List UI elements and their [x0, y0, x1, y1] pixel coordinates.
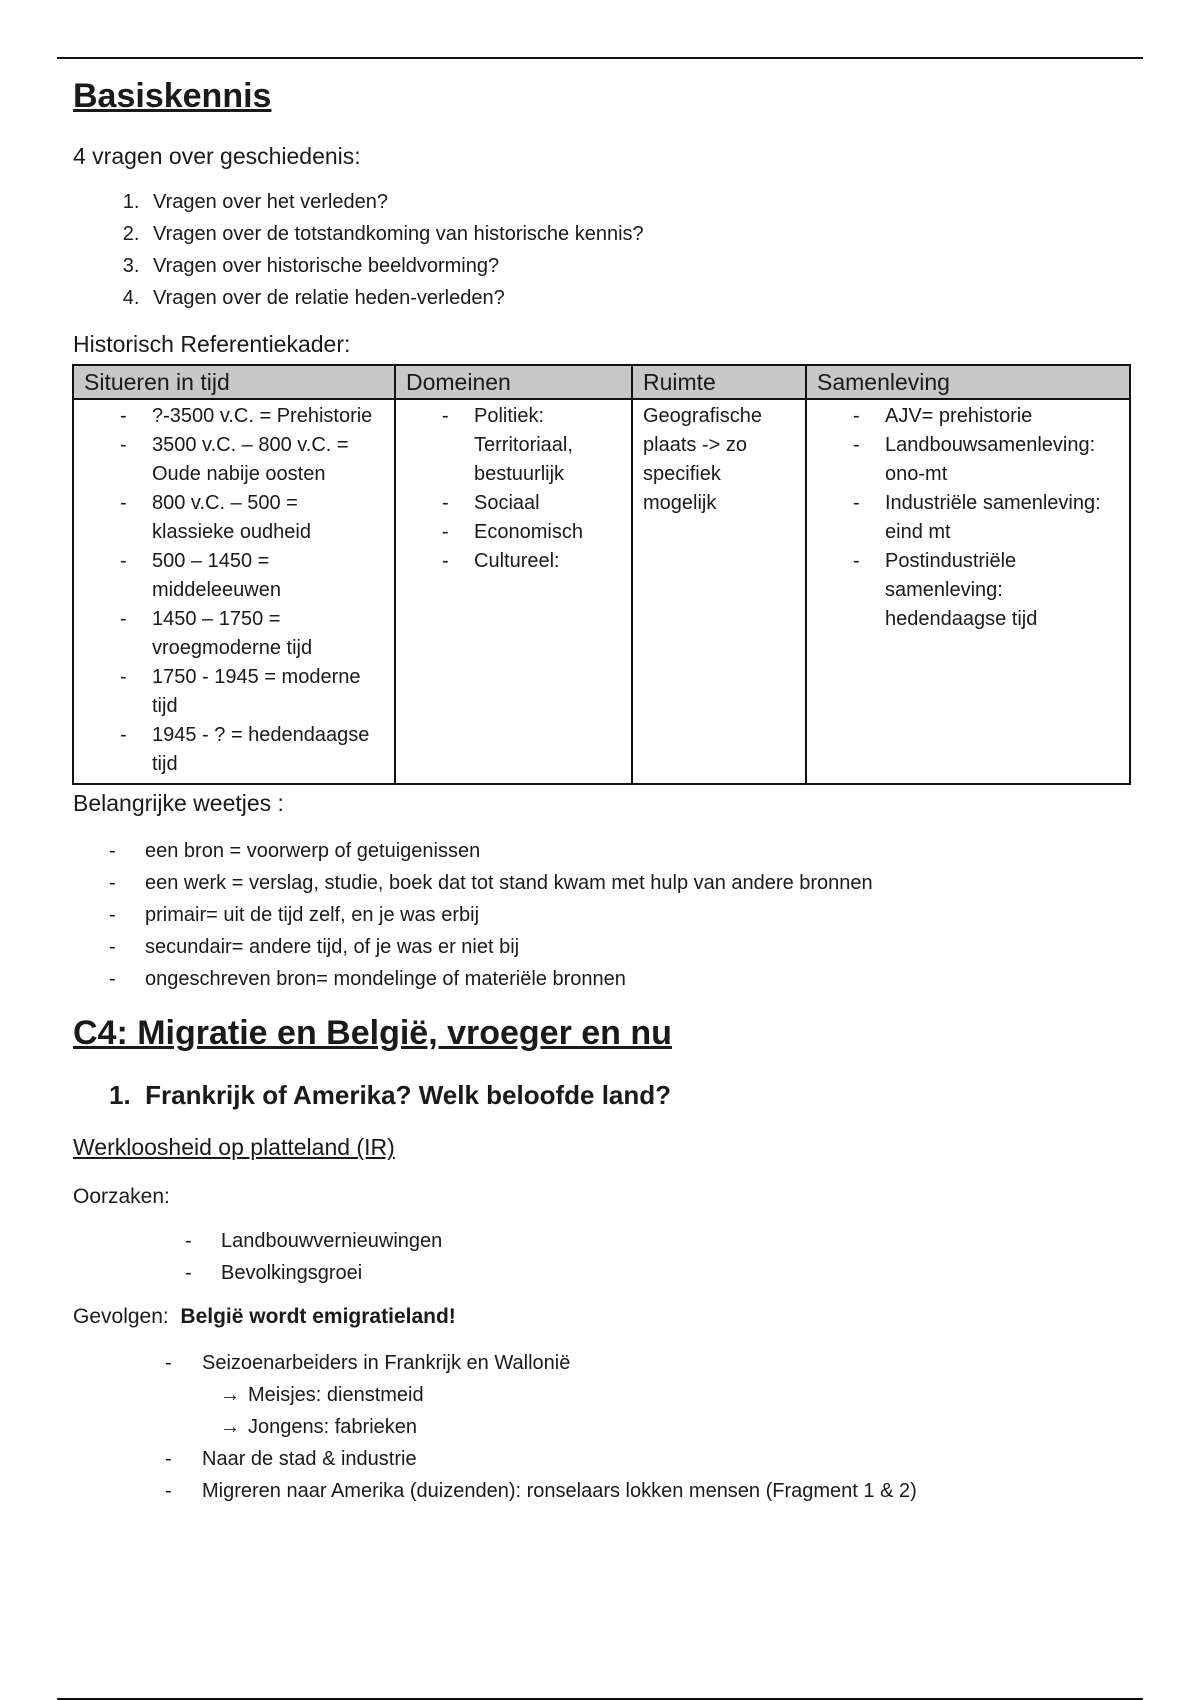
tijd-item: - 800 v.C. – 500 = klassieke oudheid [84, 489, 384, 547]
arrow-item: → Meisjes: dienstmeid [202, 1379, 1143, 1411]
samenleving-item: - Postindustriële samenleving: hedendaagse tijd [817, 547, 1119, 634]
weetje-item: - een werk = verslag, studie, boek dat tot stand kwam met hulp van andere bronnen [73, 867, 1143, 899]
gevolg-item [73, 1347, 1143, 1443]
weetjes-label: Belangrijke weetjes : [73, 790, 284, 816]
gevolgen-label: Gevolgen: [73, 1305, 169, 1328]
cell-domeinen [395, 399, 632, 784]
gevolg-item: - Migreren naar Amerika (duizenden): ronselaars lokken mensen (Fragment 1 & 2) [73, 1475, 1143, 1507]
heading-basiskennis: Basiskennis [73, 77, 272, 115]
document-page [73, 74, 1143, 1507]
gevolg-text: Seizoenarbeiders in Frankrijk en Wallonië [202, 1352, 571, 1374]
oorzaken-label: Oorzaken: [73, 1185, 170, 1208]
referentiekader-table [72, 364, 1131, 785]
tijd-item: - 500 – 1450 = middeleeuwen [84, 547, 384, 605]
header-ruimte: Ruimte [632, 365, 806, 399]
header-tijd: Situeren in tijd [73, 365, 395, 399]
section-heading [73, 1077, 1143, 1113]
oorzaak-item: - Bevolkingsgroei [73, 1257, 1143, 1289]
cell-ruimte: Geografische plaats -> zo specifiek mogelijk [632, 399, 806, 784]
gevolgen-list [73, 1347, 1143, 1507]
top-rule [57, 57, 1143, 59]
weetjes-list [73, 835, 1143, 995]
header-domeinen: Domeinen [395, 365, 632, 399]
gevolg-item: - Naar de stad & industrie [73, 1443, 1143, 1475]
cell-samenleving [806, 399, 1130, 784]
gevolgen-line [73, 1301, 1143, 1333]
samenleving-item: - Industriële samenleving: eind mt [817, 489, 1119, 547]
intro-text: 4 vragen over geschiedenis: [73, 143, 361, 169]
tijd-item: - ?-3500 v.C. = Prehistorie [84, 402, 384, 431]
tijd-item: - 1750 - 1945 = moderne tijd [84, 663, 384, 721]
section-title: Frankrijk of Amerika? Welk beloofde land? [145, 1080, 672, 1110]
weetje-item: - primair= uit de tijd zelf, en je was erbij [73, 899, 1143, 931]
tijd-item: - 1945 - ? = hedendaagse tijd [84, 721, 384, 779]
domein-item: - Economisch [406, 518, 621, 547]
samenleving-item: - AJV= prehistorie [817, 402, 1119, 431]
domein-item: - Politiek: Territoriaal, bestuurlijk [406, 402, 621, 489]
weetje-item: - een bron = voorwerp of getuigenissen [73, 835, 1143, 867]
samenleving-list [817, 402, 1119, 634]
domeinen-list [406, 402, 621, 576]
question-item: 4. Vragen over de relatie heden-verleden? [145, 282, 1143, 314]
heading-c4: C4: Migratie en België, vroeger en nu [73, 1014, 672, 1052]
arrow-item: → Jongens: fabrieken [202, 1411, 1143, 1443]
domein-item: - Sociaal [406, 489, 621, 518]
seizoen-sublist [202, 1379, 1143, 1443]
table-row [73, 399, 1130, 784]
question-item: 3. Vragen over historische beeldvorming? [145, 250, 1143, 282]
tijd-item: - 3500 v.C. – 800 v.C. = Oude nabije oosten [84, 431, 384, 489]
cell-tijd [73, 399, 395, 784]
samenleving-item: - Landbouwsamenleving: ono-mt [817, 431, 1119, 489]
weetje-item: - ongeschreven bron= mondelinge of materiële bronnen [73, 963, 1143, 995]
question-item: 2. Vragen over de totstandkoming van historische kennis? [145, 218, 1143, 250]
oorzaak-item: - Landbouwvernieuwingen [73, 1225, 1143, 1257]
tijd-item: - 1450 – 1750 = vroegmoderne tijd [84, 605, 384, 663]
section-number: 1. [109, 1080, 131, 1110]
table-header-row [73, 365, 1130, 399]
kader-label: Historisch Referentiekader: [73, 331, 351, 357]
tijd-list [84, 402, 384, 779]
subheading-werkloosheid: Werkloosheid op platteland (IR) [73, 1134, 395, 1160]
gevolgen-bold: België wordt emigratieland! [180, 1305, 456, 1328]
header-samenleving: Samenleving [806, 365, 1130, 399]
domein-item: - Cultureel: [406, 547, 621, 576]
questions-list [73, 186, 1143, 314]
oorzaken-list [73, 1225, 1143, 1289]
question-item: 1. Vragen over het verleden? [145, 186, 1143, 218]
weetje-item: - secundair= andere tijd, of je was er niet bij [73, 931, 1143, 963]
